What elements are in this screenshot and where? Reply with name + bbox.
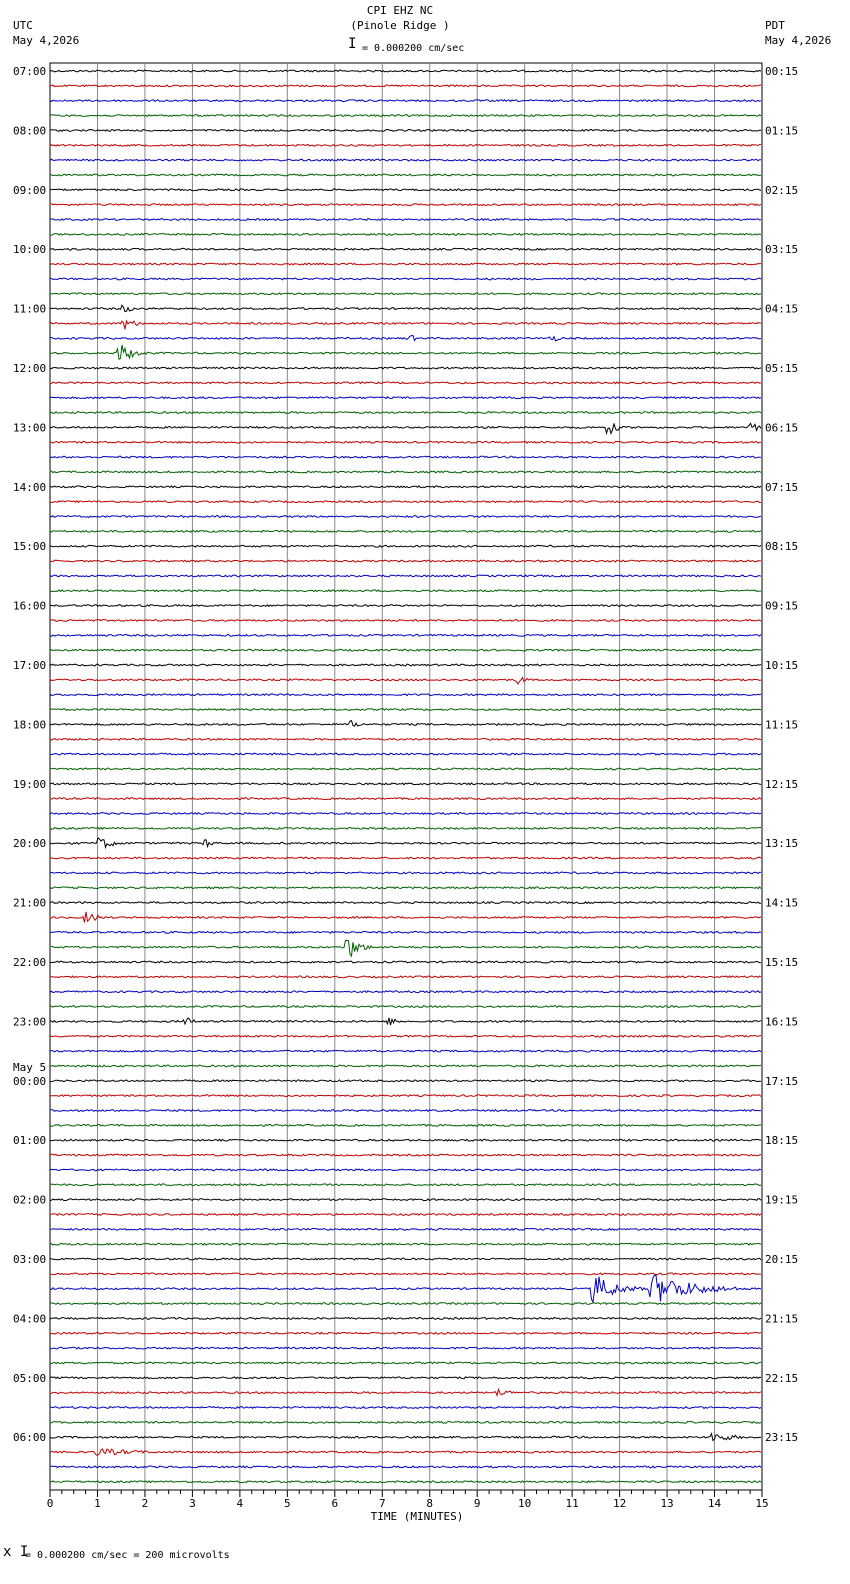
trace-line — [50, 902, 761, 904]
trace-line — [50, 1006, 761, 1008]
trace-line — [50, 336, 761, 341]
trace-line — [50, 305, 761, 311]
site-title: (Pinole Ridge ) — [350, 19, 450, 32]
trace-line — [50, 991, 761, 993]
trace-line — [50, 1184, 761, 1186]
trace-line — [50, 590, 761, 592]
trace-line — [50, 159, 761, 161]
trace-line — [50, 1154, 761, 1156]
right-date: May 4,2026 — [765, 34, 832, 47]
right-hour-label: 15:15 — [765, 956, 799, 969]
trace-line — [50, 1466, 761, 1468]
left-hour-label: 12:00 — [13, 362, 47, 375]
trace-line — [50, 412, 761, 414]
x-tick-label: 0 — [46, 1497, 54, 1510]
trace-line — [50, 423, 761, 433]
trace-line — [50, 204, 761, 206]
trace-line — [50, 1332, 761, 1334]
x-tick-label: 14 — [707, 1497, 722, 1510]
trace-line — [50, 1377, 761, 1379]
date-change-label: May 5 — [13, 1060, 47, 1074]
trace-line — [50, 278, 761, 280]
x-tick-label: 13 — [660, 1497, 674, 1510]
left-hour-label: 13:00 — [13, 421, 47, 435]
right-hour-label: 11:15 — [765, 718, 799, 732]
scale-text: = 0.000200 cm/sec — [362, 43, 465, 54]
trace-line — [50, 634, 761, 636]
left-hour-label: 21:00 — [13, 896, 47, 910]
trace-line — [50, 1389, 761, 1395]
left-hour-label: 16:00 — [13, 599, 47, 613]
trace-line — [50, 1362, 761, 1364]
trace-line — [50, 382, 761, 384]
right-timezone: PDT — [765, 19, 785, 32]
trace-line — [50, 694, 761, 696]
trace-line — [50, 219, 761, 221]
trace-line — [50, 189, 761, 191]
trace-line — [50, 1449, 761, 1455]
trace-line — [50, 1035, 761, 1037]
trace-line — [50, 471, 761, 473]
trace-line — [50, 813, 761, 815]
trace-line — [50, 783, 761, 785]
trace-line — [50, 768, 761, 770]
trace-line — [50, 1214, 761, 1216]
left-hour-label: 06:00 — [13, 1431, 47, 1445]
trace-line — [50, 961, 761, 963]
right-hour-label: 16:15 — [765, 1015, 799, 1029]
trace-line — [50, 1303, 761, 1305]
left-hour-label: 15:00 — [13, 540, 47, 554]
right-hour-label: 21:15 — [765, 1312, 799, 1326]
x-tick-label: 7 — [378, 1497, 386, 1510]
trace-line — [50, 234, 761, 236]
trace-line — [50, 293, 761, 295]
plot-frame — [50, 63, 762, 1490]
trace-line — [50, 263, 761, 265]
trace-line — [50, 857, 761, 859]
trace-line — [50, 501, 761, 503]
trace-line — [50, 838, 761, 847]
trace-line — [50, 738, 761, 740]
left-hour-label: 05:00 — [13, 1371, 47, 1385]
left-hour-label: 01:00 — [13, 1134, 47, 1148]
trace-line — [50, 441, 761, 443]
trace-line — [50, 1434, 761, 1441]
left-hour-label: 03:00 — [13, 1253, 47, 1266]
trace-line — [50, 940, 761, 956]
trace-line — [50, 1125, 761, 1127]
left-hour-label: 04:00 — [13, 1312, 47, 1326]
x-tick-label: 8 — [426, 1497, 434, 1510]
right-hour-label: 01:15 — [765, 124, 799, 138]
right-hour-label: 17:15 — [765, 1074, 799, 1088]
left-hour-label: 07:00 — [13, 65, 47, 78]
scale-bar-icon: I — [348, 36, 357, 52]
trace-line — [50, 976, 761, 978]
trace-line — [50, 709, 761, 711]
trace-line — [50, 1243, 761, 1245]
right-hour-label: 04:15 — [765, 302, 799, 316]
trace-line — [50, 100, 761, 102]
trace-line — [50, 575, 761, 577]
trace-line — [50, 1080, 761, 1082]
trace-line — [50, 1318, 761, 1320]
x-tick-label: 6 — [331, 1497, 339, 1510]
trace-line — [50, 1347, 761, 1349]
trace-line — [50, 486, 761, 488]
trace-line — [50, 753, 761, 755]
right-hour-label: 18:15 — [765, 1134, 799, 1148]
x-tick-label: 9 — [473, 1497, 481, 1510]
right-hour-label: 06:15 — [765, 421, 799, 435]
trace-line — [50, 798, 761, 800]
trace-line — [50, 545, 761, 547]
station-title: CPI EHZ NC — [366, 4, 434, 17]
trace-line — [50, 1481, 761, 1483]
trace-line — [50, 321, 761, 329]
trace-line — [50, 620, 761, 622]
footer-scale-icon: x I — [3, 1544, 29, 1560]
trace-line — [50, 1110, 761, 1112]
trace-line — [50, 456, 761, 458]
trace-line — [50, 248, 761, 250]
x-tick-label: 4 — [236, 1497, 244, 1510]
left-hour-label: 08:00 — [13, 124, 47, 138]
trace-line — [50, 1258, 761, 1260]
trace-line — [50, 1050, 761, 1052]
x-tick-label: 11 — [565, 1497, 579, 1510]
left-hour-label: 18:00 — [13, 718, 47, 732]
right-hour-label: 08:15 — [765, 540, 799, 554]
trace-line — [50, 345, 761, 359]
trace-line — [50, 1407, 761, 1409]
trace-line — [50, 1095, 761, 1097]
left-hour-label: 10:00 — [13, 243, 47, 257]
right-hour-label: 14:15 — [765, 896, 799, 910]
left-hour-label: 02:00 — [13, 1193, 47, 1207]
x-tick-label: 1 — [94, 1497, 101, 1510]
trace-line — [50, 115, 761, 117]
x-tick-label: 12 — [612, 1497, 627, 1510]
left-hour-label: 00:00 — [13, 1074, 47, 1088]
trace-line — [50, 1199, 761, 1201]
trace-line — [50, 174, 761, 176]
right-hour-label: 00:15 — [765, 65, 799, 78]
right-hour-label: 19:15 — [765, 1193, 799, 1207]
right-hour-label: 07:15 — [765, 480, 799, 494]
trace-line — [50, 1169, 761, 1171]
left-timezone: UTC — [13, 19, 33, 32]
right-hour-label: 05:15 — [765, 362, 799, 375]
trace-line — [50, 1422, 761, 1424]
x-tick-label: 15 — [755, 1497, 769, 1510]
x-tick-label: 5 — [284, 1497, 291, 1510]
trace-line — [50, 144, 761, 146]
trace-line — [50, 1228, 761, 1230]
trace-line — [50, 1018, 761, 1025]
left-hour-label: 14:00 — [13, 480, 47, 494]
right-hour-label: 20:15 — [765, 1253, 799, 1266]
trace-line — [50, 887, 761, 889]
trace-line — [50, 1139, 761, 1141]
right-hour-label: 23:15 — [765, 1431, 799, 1445]
trace-line — [50, 531, 761, 533]
right-hour-label: 02:15 — [765, 183, 799, 197]
trace-line — [50, 516, 761, 518]
trace-line — [50, 721, 761, 727]
trace-line — [50, 1275, 761, 1302]
trace-line — [50, 397, 761, 399]
x-tick-label: 2 — [141, 1497, 149, 1510]
trace-line — [50, 912, 761, 923]
x-tick-label: 10 — [518, 1497, 532, 1510]
footer-scale-text: = 0.000200 cm/sec = 200 microvolts — [25, 1550, 230, 1561]
trace-line — [50, 872, 761, 874]
left-hour-label: 23:00 — [13, 1015, 47, 1029]
right-hour-label: 12:15 — [765, 777, 799, 791]
left-date: May 4,2026 — [13, 34, 80, 47]
left-hour-label: 11:00 — [13, 302, 47, 316]
trace-line — [50, 931, 761, 933]
left-hour-label: 19:00 — [13, 777, 47, 791]
x-axis-label: TIME (MINUTES) — [370, 1510, 464, 1523]
trace-line — [50, 649, 761, 651]
left-hour-label: 20:00 — [13, 837, 47, 851]
trace-line — [50, 1065, 761, 1067]
right-hour-label: 22:15 — [765, 1371, 799, 1385]
right-hour-label: 10:15 — [765, 659, 799, 672]
x-tick-label: 3 — [189, 1497, 196, 1510]
trace-line — [50, 678, 761, 685]
right-hour-label: 13:15 — [765, 837, 799, 851]
trace-line — [50, 367, 761, 369]
left-hour-label: 17:00 — [13, 659, 47, 672]
left-hour-label: 09:00 — [13, 183, 47, 197]
trace-line — [50, 560, 761, 562]
right-hour-label: 09:15 — [765, 599, 799, 613]
left-hour-label: 22:00 — [13, 956, 47, 969]
trace-line — [50, 605, 761, 607]
trace-line — [50, 828, 761, 830]
right-hour-label: 03:15 — [765, 243, 799, 257]
trace-line — [50, 85, 761, 87]
trace-line — [50, 70, 761, 72]
trace-line — [50, 130, 761, 132]
trace-line — [50, 664, 761, 666]
